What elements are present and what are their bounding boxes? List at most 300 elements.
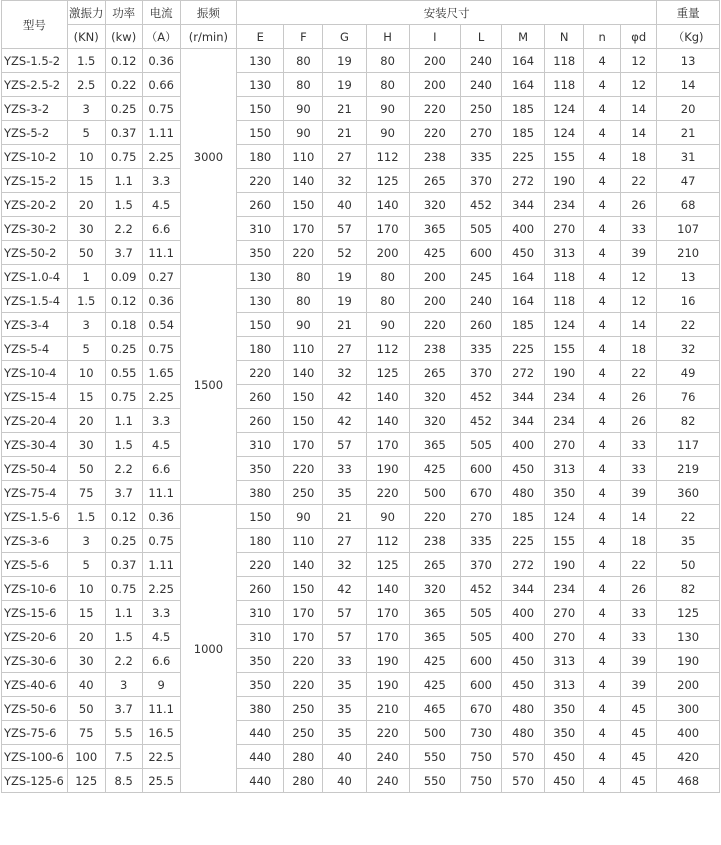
dim-l-cell: 452 xyxy=(460,385,501,409)
dim-n-cell: 155 xyxy=(545,337,584,361)
table-row xyxy=(2,577,720,601)
force-cell: 15 xyxy=(67,169,105,193)
current-cell: 9 xyxy=(142,673,180,697)
dim-g-cell: 27 xyxy=(323,337,366,361)
force-cell: 75 xyxy=(67,721,105,745)
dim-e-cell: 440 xyxy=(237,769,284,793)
dim-i-cell: 365 xyxy=(409,433,460,457)
dim-n-cell: 190 xyxy=(545,553,584,577)
dim-e-cell: 220 xyxy=(237,553,284,577)
dim-n-cell: 450 xyxy=(545,745,584,769)
weight-cell: 107 xyxy=(657,217,720,241)
hole-count-cell: 4 xyxy=(584,169,621,193)
current-cell: 6.6 xyxy=(142,217,180,241)
dim-n-cell: 118 xyxy=(545,289,584,313)
dim-i-cell: 320 xyxy=(409,409,460,433)
power-cell: 1.1 xyxy=(105,409,142,433)
dim-e-cell: 380 xyxy=(237,697,284,721)
hole-count-cell: 4 xyxy=(584,145,621,169)
force-cell: 10 xyxy=(67,361,105,385)
force-cell: 1.5 xyxy=(67,505,105,529)
table-row xyxy=(2,649,720,673)
dim-n-cell: 313 xyxy=(545,673,584,697)
dim-l-cell: 730 xyxy=(460,721,501,745)
dim-l-cell: 335 xyxy=(460,337,501,361)
force-cell: 20 xyxy=(67,625,105,649)
dim-f-cell: 90 xyxy=(284,121,323,145)
current-cell: 0.36 xyxy=(142,49,180,73)
hole-diameter-cell: 22 xyxy=(621,361,657,385)
dim-m-cell: 344 xyxy=(502,409,545,433)
power-cell: 0.25 xyxy=(105,337,142,361)
weight-cell: 47 xyxy=(657,169,720,193)
table-row xyxy=(2,433,720,457)
dim-m-cell: 185 xyxy=(502,121,545,145)
hole-diameter-cell: 18 xyxy=(621,529,657,553)
dim-i-cell: 550 xyxy=(409,769,460,793)
dim-h-cell: 170 xyxy=(366,601,409,625)
power-cell: 0.12 xyxy=(105,289,142,313)
hole-diameter-cell: 39 xyxy=(621,649,657,673)
dim-g-cell: 19 xyxy=(323,289,366,313)
weight-cell: 20 xyxy=(657,97,720,121)
current-cell: 3.3 xyxy=(142,409,180,433)
table-row xyxy=(2,193,720,217)
dim-l-cell: 452 xyxy=(460,409,501,433)
hole-diameter-cell: 18 xyxy=(621,337,657,361)
dim-l-cell: 370 xyxy=(460,361,501,385)
hole-count-cell: 4 xyxy=(584,241,621,265)
dim-n-cell: 190 xyxy=(545,169,584,193)
hole-count-cell: 4 xyxy=(584,769,621,793)
hole-count-cell: 4 xyxy=(584,505,621,529)
current-cell: 0.75 xyxy=(142,97,180,121)
dim-e-cell: 310 xyxy=(237,601,284,625)
dim-e-cell: 260 xyxy=(237,577,284,601)
dim-l-cell: 270 xyxy=(460,505,501,529)
model-cell: YZS-5-2 xyxy=(2,121,68,145)
dim-i-cell: 425 xyxy=(409,673,460,697)
dim-f-cell: 220 xyxy=(284,649,323,673)
model-cell: YZS-50-2 xyxy=(2,241,68,265)
dim-f-cell: 150 xyxy=(284,409,323,433)
dim-f-cell: 150 xyxy=(284,193,323,217)
dim-e-cell: 260 xyxy=(237,385,284,409)
dim-n-cell: 124 xyxy=(545,505,584,529)
weight-cell: 219 xyxy=(657,457,720,481)
dim-l-cell: 240 xyxy=(460,289,501,313)
dim-n-cell: 313 xyxy=(545,241,584,265)
model-cell: YZS-20-6 xyxy=(2,625,68,649)
header-dim-i: I xyxy=(409,25,460,49)
power-cell: 0.18 xyxy=(105,313,142,337)
dim-n-cell: 270 xyxy=(545,601,584,625)
dim-l-cell: 750 xyxy=(460,745,501,769)
dim-f-cell: 110 xyxy=(284,529,323,553)
power-cell: 0.37 xyxy=(105,553,142,577)
dim-g-cell: 21 xyxy=(323,97,366,121)
current-cell: 2.25 xyxy=(142,577,180,601)
model-cell: YZS-40-6 xyxy=(2,673,68,697)
weight-cell: 76 xyxy=(657,385,720,409)
hole-count-cell: 4 xyxy=(584,217,621,241)
dim-e-cell: 350 xyxy=(237,457,284,481)
dim-l-cell: 505 xyxy=(460,433,501,457)
table-row xyxy=(2,385,720,409)
dim-i-cell: 365 xyxy=(409,601,460,625)
hole-count-cell: 4 xyxy=(584,361,621,385)
hole-diameter-cell: 33 xyxy=(621,433,657,457)
dim-g-cell: 42 xyxy=(323,409,366,433)
dim-e-cell: 440 xyxy=(237,745,284,769)
dim-h-cell: 90 xyxy=(366,313,409,337)
dim-g-cell: 27 xyxy=(323,529,366,553)
dim-i-cell: 425 xyxy=(409,649,460,673)
table-row xyxy=(2,241,720,265)
weight-cell: 31 xyxy=(657,145,720,169)
power-cell: 1.1 xyxy=(105,601,142,625)
force-cell: 20 xyxy=(67,409,105,433)
power-cell: 0.75 xyxy=(105,385,142,409)
weight-cell: 420 xyxy=(657,745,720,769)
dim-m-cell: 480 xyxy=(502,481,545,505)
dim-m-cell: 272 xyxy=(502,553,545,577)
dim-f-cell: 280 xyxy=(284,745,323,769)
hole-count-cell: 4 xyxy=(584,745,621,769)
current-cell: 4.5 xyxy=(142,433,180,457)
weight-cell: 21 xyxy=(657,121,720,145)
power-cell: 0.22 xyxy=(105,73,142,97)
table-row xyxy=(2,553,720,577)
dim-e-cell: 350 xyxy=(237,241,284,265)
dim-i-cell: 320 xyxy=(409,385,460,409)
current-cell: 0.54 xyxy=(142,313,180,337)
weight-cell: 22 xyxy=(657,505,720,529)
weight-cell: 32 xyxy=(657,337,720,361)
hole-count-cell: 4 xyxy=(584,673,621,697)
dim-f-cell: 250 xyxy=(284,481,323,505)
weight-cell: 117 xyxy=(657,433,720,457)
dim-h-cell: 90 xyxy=(366,121,409,145)
weight-cell: 200 xyxy=(657,673,720,697)
power-cell: 3 xyxy=(105,673,142,697)
hole-count-cell: 4 xyxy=(584,121,621,145)
hole-count-cell: 4 xyxy=(584,601,621,625)
dim-h-cell: 90 xyxy=(366,505,409,529)
dim-n-cell: 124 xyxy=(545,313,584,337)
model-cell: YZS-1.0-4 xyxy=(2,265,68,289)
weight-cell: 300 xyxy=(657,697,720,721)
current-cell: 2.25 xyxy=(142,385,180,409)
force-cell: 5 xyxy=(67,337,105,361)
dim-e-cell: 150 xyxy=(237,97,284,121)
power-cell: 2.2 xyxy=(105,649,142,673)
table-row xyxy=(2,457,720,481)
dim-e-cell: 130 xyxy=(237,265,284,289)
dim-l-cell: 250 xyxy=(460,97,501,121)
current-cell: 11.1 xyxy=(142,697,180,721)
force-cell: 1 xyxy=(67,265,105,289)
dim-l-cell: 370 xyxy=(460,553,501,577)
current-cell: 11.1 xyxy=(142,481,180,505)
dim-m-cell: 164 xyxy=(502,49,545,73)
power-cell: 0.75 xyxy=(105,577,142,601)
dim-n-cell: 118 xyxy=(545,265,584,289)
table-row xyxy=(2,121,720,145)
dim-g-cell: 40 xyxy=(323,769,366,793)
dim-e-cell: 150 xyxy=(237,505,284,529)
dim-n-cell: 124 xyxy=(545,121,584,145)
dim-i-cell: 200 xyxy=(409,265,460,289)
dim-l-cell: 505 xyxy=(460,601,501,625)
dim-f-cell: 80 xyxy=(284,265,323,289)
dim-e-cell: 180 xyxy=(237,529,284,553)
weight-cell: 360 xyxy=(657,481,720,505)
freq-cell: 1500 xyxy=(180,265,236,505)
dim-g-cell: 42 xyxy=(323,577,366,601)
hole-diameter-cell: 33 xyxy=(621,457,657,481)
dim-i-cell: 265 xyxy=(409,169,460,193)
dim-l-cell: 240 xyxy=(460,49,501,73)
dim-h-cell: 170 xyxy=(366,433,409,457)
current-cell: 11.1 xyxy=(142,241,180,265)
dim-i-cell: 500 xyxy=(409,721,460,745)
table-row xyxy=(2,361,720,385)
model-cell: YZS-15-2 xyxy=(2,169,68,193)
dim-h-cell: 80 xyxy=(366,289,409,313)
dim-m-cell: 450 xyxy=(502,649,545,673)
hole-diameter-cell: 45 xyxy=(621,745,657,769)
hole-count-cell: 4 xyxy=(584,409,621,433)
hole-count-cell: 4 xyxy=(584,553,621,577)
force-cell: 15 xyxy=(67,385,105,409)
dim-h-cell: 200 xyxy=(366,241,409,265)
dim-f-cell: 280 xyxy=(284,769,323,793)
model-cell: YZS-30-4 xyxy=(2,433,68,457)
header-dim-h: H xyxy=(366,25,409,49)
dim-e-cell: 260 xyxy=(237,409,284,433)
dim-m-cell: 225 xyxy=(502,337,545,361)
force-cell: 3 xyxy=(67,313,105,337)
dim-h-cell: 220 xyxy=(366,481,409,505)
header-dim-m: M xyxy=(502,25,545,49)
dim-f-cell: 110 xyxy=(284,337,323,361)
hole-count-cell: 4 xyxy=(584,577,621,601)
dim-f-cell: 80 xyxy=(284,49,323,73)
dim-g-cell: 57 xyxy=(323,601,366,625)
dim-e-cell: 130 xyxy=(237,49,284,73)
dim-m-cell: 450 xyxy=(502,673,545,697)
hole-count-cell: 4 xyxy=(584,433,621,457)
weight-cell: 82 xyxy=(657,409,720,433)
dim-l-cell: 452 xyxy=(460,577,501,601)
hole-diameter-cell: 12 xyxy=(621,73,657,97)
dim-e-cell: 440 xyxy=(237,721,284,745)
dim-l-cell: 245 xyxy=(460,265,501,289)
header-dim-n: N xyxy=(545,25,584,49)
weight-cell: 82 xyxy=(657,577,720,601)
dim-m-cell: 400 xyxy=(502,601,545,625)
force-cell: 2.5 xyxy=(67,73,105,97)
model-cell: YZS-3-4 xyxy=(2,313,68,337)
model-cell: YZS-1.5-2 xyxy=(2,49,68,73)
force-cell: 75 xyxy=(67,481,105,505)
dim-l-cell: 452 xyxy=(460,193,501,217)
dim-g-cell: 27 xyxy=(323,145,366,169)
table-row xyxy=(2,721,720,745)
model-cell: YZS-10-6 xyxy=(2,577,68,601)
dim-m-cell: 272 xyxy=(502,361,545,385)
force-cell: 15 xyxy=(67,601,105,625)
model-cell: YZS-75-6 xyxy=(2,721,68,745)
dim-g-cell: 19 xyxy=(323,73,366,97)
current-cell: 0.66 xyxy=(142,73,180,97)
model-cell: YZS-30-6 xyxy=(2,649,68,673)
dim-e-cell: 130 xyxy=(237,73,284,97)
dim-h-cell: 170 xyxy=(366,217,409,241)
dim-m-cell: 272 xyxy=(502,169,545,193)
table-row xyxy=(2,409,720,433)
table-row xyxy=(2,697,720,721)
power-cell: 0.12 xyxy=(105,505,142,529)
dim-m-cell: 185 xyxy=(502,97,545,121)
hole-diameter-cell: 14 xyxy=(621,121,657,145)
hole-diameter-cell: 39 xyxy=(621,481,657,505)
hole-diameter-cell: 26 xyxy=(621,409,657,433)
dim-l-cell: 600 xyxy=(460,457,501,481)
hole-diameter-cell: 26 xyxy=(621,193,657,217)
table-row xyxy=(2,625,720,649)
force-cell: 3 xyxy=(67,529,105,553)
dim-f-cell: 170 xyxy=(284,601,323,625)
dim-g-cell: 35 xyxy=(323,481,366,505)
dim-n-cell: 350 xyxy=(545,697,584,721)
hole-count-cell: 4 xyxy=(584,97,621,121)
current-cell: 1.11 xyxy=(142,121,180,145)
dim-i-cell: 238 xyxy=(409,529,460,553)
dim-e-cell: 260 xyxy=(237,193,284,217)
freq-cell: 1000 xyxy=(180,505,236,793)
dim-g-cell: 42 xyxy=(323,385,366,409)
dim-g-cell: 57 xyxy=(323,217,366,241)
header-dim-f: F xyxy=(284,25,323,49)
weight-cell: 16 xyxy=(657,289,720,313)
dim-e-cell: 310 xyxy=(237,625,284,649)
dim-e-cell: 130 xyxy=(237,289,284,313)
dim-l-cell: 670 xyxy=(460,481,501,505)
header-row-1 xyxy=(2,1,720,25)
power-cell: 0.25 xyxy=(105,97,142,121)
force-cell: 5 xyxy=(67,121,105,145)
header-row-2 xyxy=(2,25,720,49)
model-cell: YZS-125-6 xyxy=(2,769,68,793)
dim-i-cell: 265 xyxy=(409,361,460,385)
force-cell: 50 xyxy=(67,457,105,481)
force-cell: 5 xyxy=(67,553,105,577)
dim-h-cell: 125 xyxy=(366,553,409,577)
dim-i-cell: 365 xyxy=(409,217,460,241)
hole-diameter-cell: 18 xyxy=(621,145,657,169)
dim-l-cell: 505 xyxy=(460,217,501,241)
dim-f-cell: 250 xyxy=(284,697,323,721)
hole-diameter-cell: 26 xyxy=(621,577,657,601)
dim-m-cell: 225 xyxy=(502,145,545,169)
dim-m-cell: 570 xyxy=(502,769,545,793)
dim-g-cell: 57 xyxy=(323,433,366,457)
power-cell: 0.12 xyxy=(105,49,142,73)
dim-n-cell: 350 xyxy=(545,481,584,505)
weight-cell: 49 xyxy=(657,361,720,385)
hole-diameter-cell: 26 xyxy=(621,385,657,409)
header-current: 电流 xyxy=(142,1,180,25)
current-cell: 0.36 xyxy=(142,289,180,313)
table-row xyxy=(2,217,720,241)
hole-count-cell: 4 xyxy=(584,73,621,97)
dim-f-cell: 90 xyxy=(284,313,323,337)
force-cell: 20 xyxy=(67,193,105,217)
header-weight-unit: （Kg) xyxy=(657,25,720,49)
dim-i-cell: 550 xyxy=(409,745,460,769)
table-row xyxy=(2,97,720,121)
weight-cell: 35 xyxy=(657,529,720,553)
weight-cell: 468 xyxy=(657,769,720,793)
dim-l-cell: 240 xyxy=(460,73,501,97)
header-dim-phi-d: φd xyxy=(621,25,657,49)
hole-diameter-cell: 12 xyxy=(621,289,657,313)
hole-diameter-cell: 33 xyxy=(621,601,657,625)
hole-count-cell: 4 xyxy=(584,529,621,553)
dim-m-cell: 164 xyxy=(502,289,545,313)
dim-n-cell: 118 xyxy=(545,73,584,97)
weight-cell: 22 xyxy=(657,313,720,337)
current-cell: 3.3 xyxy=(142,169,180,193)
dim-f-cell: 220 xyxy=(284,673,323,697)
spec-table xyxy=(1,0,720,793)
weight-cell: 14 xyxy=(657,73,720,97)
dim-i-cell: 425 xyxy=(409,241,460,265)
header-power: 功率 xyxy=(105,1,142,25)
weight-cell: 13 xyxy=(657,265,720,289)
dim-h-cell: 80 xyxy=(366,265,409,289)
table-row xyxy=(2,145,720,169)
dim-h-cell: 140 xyxy=(366,409,409,433)
model-cell: YZS-5-4 xyxy=(2,337,68,361)
table-row xyxy=(2,745,720,769)
dim-g-cell: 40 xyxy=(323,193,366,217)
dim-i-cell: 200 xyxy=(409,73,460,97)
model-cell: YZS-1.5-6 xyxy=(2,505,68,529)
dim-m-cell: 400 xyxy=(502,625,545,649)
force-cell: 100 xyxy=(67,745,105,769)
model-cell: YZS-30-2 xyxy=(2,217,68,241)
power-cell: 0.09 xyxy=(105,265,142,289)
dim-m-cell: 480 xyxy=(502,697,545,721)
dim-g-cell: 33 xyxy=(323,457,366,481)
force-cell: 30 xyxy=(67,649,105,673)
model-cell: YZS-3-6 xyxy=(2,529,68,553)
current-cell: 6.6 xyxy=(142,457,180,481)
table-row xyxy=(2,481,720,505)
dim-g-cell: 19 xyxy=(323,265,366,289)
current-cell: 6.6 xyxy=(142,649,180,673)
power-cell: 0.55 xyxy=(105,361,142,385)
current-cell: 4.5 xyxy=(142,193,180,217)
hole-diameter-cell: 39 xyxy=(621,241,657,265)
dim-e-cell: 220 xyxy=(237,361,284,385)
header-install: 安装尺寸 xyxy=(237,1,657,25)
force-cell: 30 xyxy=(67,433,105,457)
dim-g-cell: 33 xyxy=(323,649,366,673)
